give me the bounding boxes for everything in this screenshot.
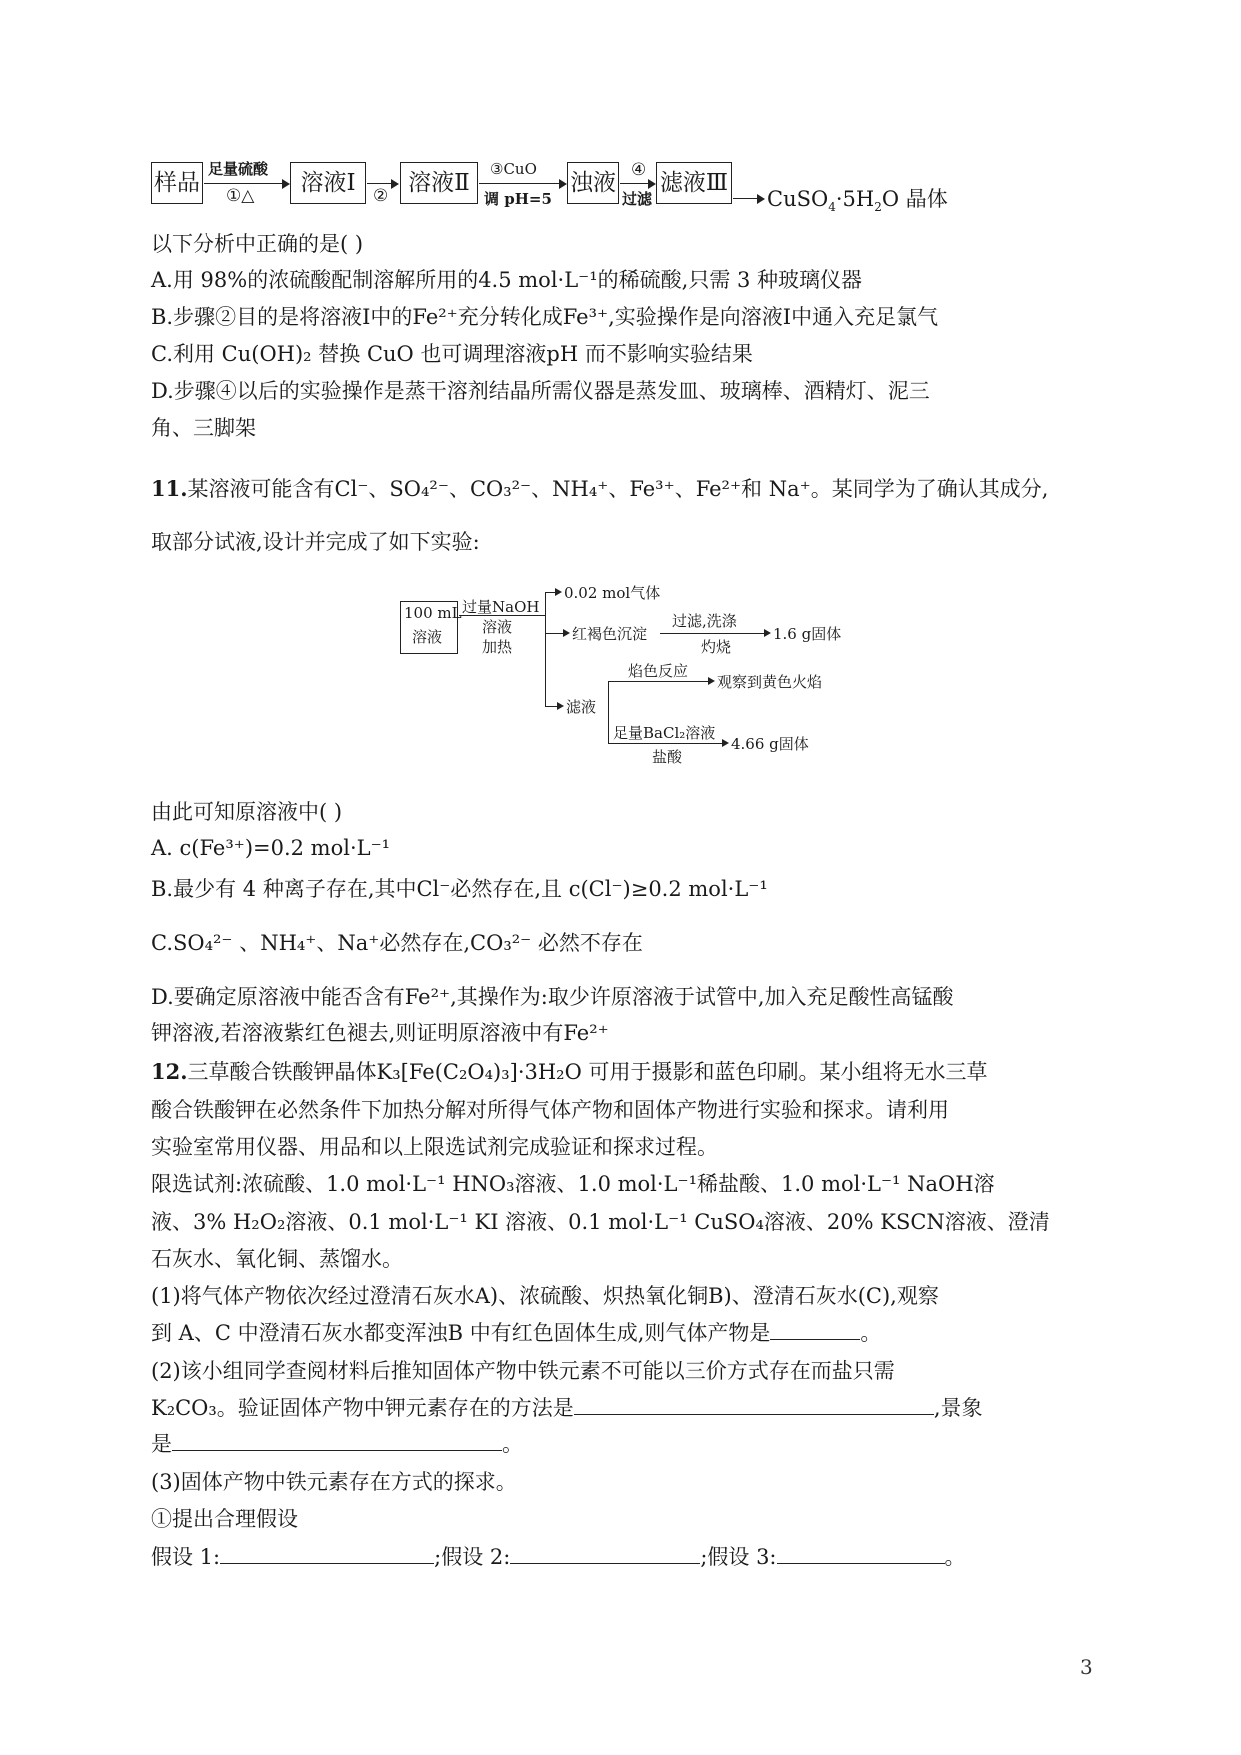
q11-stem-line3: 由此可知原溶液中( ) [151,800,343,824]
answer-blank[interactable] [777,1543,945,1564]
diagram2-bacl2-arrow [608,743,726,744]
q12-line11: 是 。 [151,1432,523,1456]
flow-arrow1 [204,183,288,184]
question-number: 11. [151,476,188,501]
flow-box-sample: 样品 [151,162,203,204]
diagram2-gas: 0.02 mol气体 [564,584,661,602]
diagram2-precipitate: 红褐色沉淀 [572,625,648,643]
q10-stem: 以下分析中正确的是( ) [151,232,364,256]
arrowhead-icon [391,179,399,189]
q12-line13: ①提出合理假设 [151,1507,298,1531]
diagram2-filtrate: 滤液 [566,698,597,716]
arrowhead-icon [764,629,771,637]
arrowhead-icon [708,677,715,685]
q10-option-b: B.步骤②目的是将溶液Ⅰ中的Fe²⁺充分转化成Fe³⁺,实验操作是向溶液Ⅰ中通入充足氯气 [151,305,939,329]
flow-box-filtrate3: 滤液Ⅲ [656,162,732,204]
q12-line1: 12.三草酸合铁酸钾晶体K₃[Fe(C₂O₄)₃]·3H₂O 可用于摄影和蓝色印刷。某小组将无水三草 [151,1059,988,1084]
diagram2-flame-result: 观察到黄色火焰 [717,673,823,691]
arrowhead-icon [282,179,290,189]
q12-line10: K₂CO₃。验证固体产物中钾元素存在的方法是 ,景象 [151,1396,983,1420]
q12-line8: 到 A、C 中澄清石灰水都变浑浊B 中有红色固体生成,则气体产物是 。 [151,1321,882,1345]
diagram2-reagent2: 溶液 [482,618,513,636]
diagram2-reagent3: 加热 [482,638,513,656]
q12-line3: 实验室常用仪器、用品和以上限选试剂完成验证和探求过程。 [151,1135,718,1159]
flow-arrow2-label: ② [373,186,389,206]
q11-stem-line2: 取部分试液,设计并完成了如下实验: [151,530,480,554]
flow-box-solution2: 溶液Ⅱ [400,162,478,204]
diagram2-wash-arrow [660,633,768,634]
arrowhead-icon [559,179,567,189]
arrowhead-icon [557,702,564,710]
diagram2-wash-label: 过滤,洗涤 [672,612,737,630]
flow-box-solution1: 溶液Ⅰ [290,162,366,204]
q12-line4: 限选试剂:浓硫酸、1.0 mol·L⁻¹ HNO₃溶液、1.0 mol·L⁻¹稀盐酸、1.0 mol·L⁻¹ NaOH溶 [151,1172,995,1196]
diagram2-flame-arrow [608,681,712,682]
q12-line12: (3)固体产物中铁元素存在方式的探求。 [151,1470,517,1494]
q12-line6: 石灰水、氧化铜、蒸馏水。 [151,1247,403,1271]
answer-blank[interactable] [770,1319,860,1340]
diagram2-solid1: 1.6 g固体 [773,625,842,643]
diagram2-start-line1: 100 mL [404,604,462,622]
q12-line2: 酸合铁酸钾在必然条件下加热分解对所得气体产物和固体产物进行实验和探求。请利用 [151,1098,949,1122]
diagram2-solid2: 4.66 g固体 [731,735,809,753]
q11-option-d-line1: D.要确定原溶液中能否含有Fe²⁺,其操作为:取少许原溶液于试管中,加入充足酸性高锰酸 [151,985,954,1009]
flow-box-turbid: 浊液 [567,162,619,204]
diagram2-connector [545,592,546,707]
diagram2-start-line2: 溶液 [412,628,443,646]
diagram2-ignite-label: 灼烧 [701,638,732,656]
answer-blank[interactable] [220,1543,434,1564]
flow-product: $CuSO_4\cdot 5H_2O$ 晶体 [767,187,948,215]
q12-line5: 液、3% H₂O₂溶液、0.1 mol·L⁻¹ KI 溶液、0.1 mol·L⁻¹ CuSO₄溶液、20% KSCN溶液、澄清 [151,1210,1050,1234]
flow-arrow1-bottom-label: ①△ [226,186,255,206]
q12-line9: (2)该小组同学查阅材料后推知固体产物中铁元素不可能以三价方式存在而盐只需 [151,1359,895,1383]
q10-option-a: A.用 98%的浓硫酸配制溶解所用的4.5 mol·L⁻¹的稀硫酸,只需 3 种玻璃仪器 [151,268,863,292]
flow-arrow3-bottom-label: 调 pH=5 [484,190,552,208]
arrowhead-icon [555,588,562,596]
flow-arrow4-top-label: ④ [631,160,647,180]
arrowhead-icon [563,629,570,637]
diagram2-reagent1: 过量NaOH [462,598,540,616]
flow-arrow1-top-label: 足量硫酸 [208,160,269,178]
q10-option-c: C.利用 Cu(OH)₂ 替换 CuO 也可调理溶液pH 而不影响实验结果 [151,342,753,366]
arrowhead-icon [722,739,729,747]
q11-option-d-line2: 钾溶液,若溶液紫红色褪去,则证明原溶液中有Fe²⁺ [151,1021,609,1045]
diagram2-filtrate-connector [608,681,609,743]
flow-arrow4-bottom-label: 过滤 [622,190,653,208]
q10-option-d-line2: 角、三脚架 [151,416,256,440]
diagram2-hcl: 盐酸 [652,748,683,766]
page-number: 3 [1080,1655,1093,1679]
q10-option-d-line1: D.步骤④以后的实验操作是蒸干溶剂结晶所需仪器是蒸发皿、玻璃棒、酒精灯、泥三 [151,379,930,403]
diagram2-bacl2: 足量BaCl₂溶液 [613,724,716,742]
q12-hypotheses: 假设 1: ;假设 2: ;假设 3: 。 [151,1545,966,1569]
q12-line7: (1)将气体产物依次经过澄清石灰水A)、浓硫酸、炽热氧化铜B)、澄清石灰水(C),观察 [151,1284,939,1308]
answer-blank[interactable] [574,1394,934,1415]
question-number: 12. [151,1059,188,1084]
q11-stem-line1: 11.某溶液可能含有Cl⁻、SO₄²⁻、CO₃²⁻、NH₄⁺、Fe³⁺、Fe²⁺和 Na⁺。某同学为了确认其成分, [151,476,1049,501]
q11-option-c: C.SO₄²⁻ 、NH₄⁺、Na⁺必然存在,CO₃²⁻ 必然不存在 [151,931,643,955]
diagram2-flame-test: 焰色反应 [628,662,689,680]
answer-blank[interactable] [172,1430,502,1451]
answer-blank[interactable] [510,1543,700,1564]
q11-option-b: B.最少有 4 种离子存在,其中Cl⁻必然存在,且 c(Cl⁻)≥0.2 mol·L⁻¹ [151,877,768,901]
flow-arrow3 [479,183,565,184]
flow-arrow3-top-label: ③CuO [490,160,537,178]
q11-option-a: A. c(Fe³⁺)=0.2 mol·L⁻¹ [151,836,391,860]
arrowhead-icon [757,194,765,204]
